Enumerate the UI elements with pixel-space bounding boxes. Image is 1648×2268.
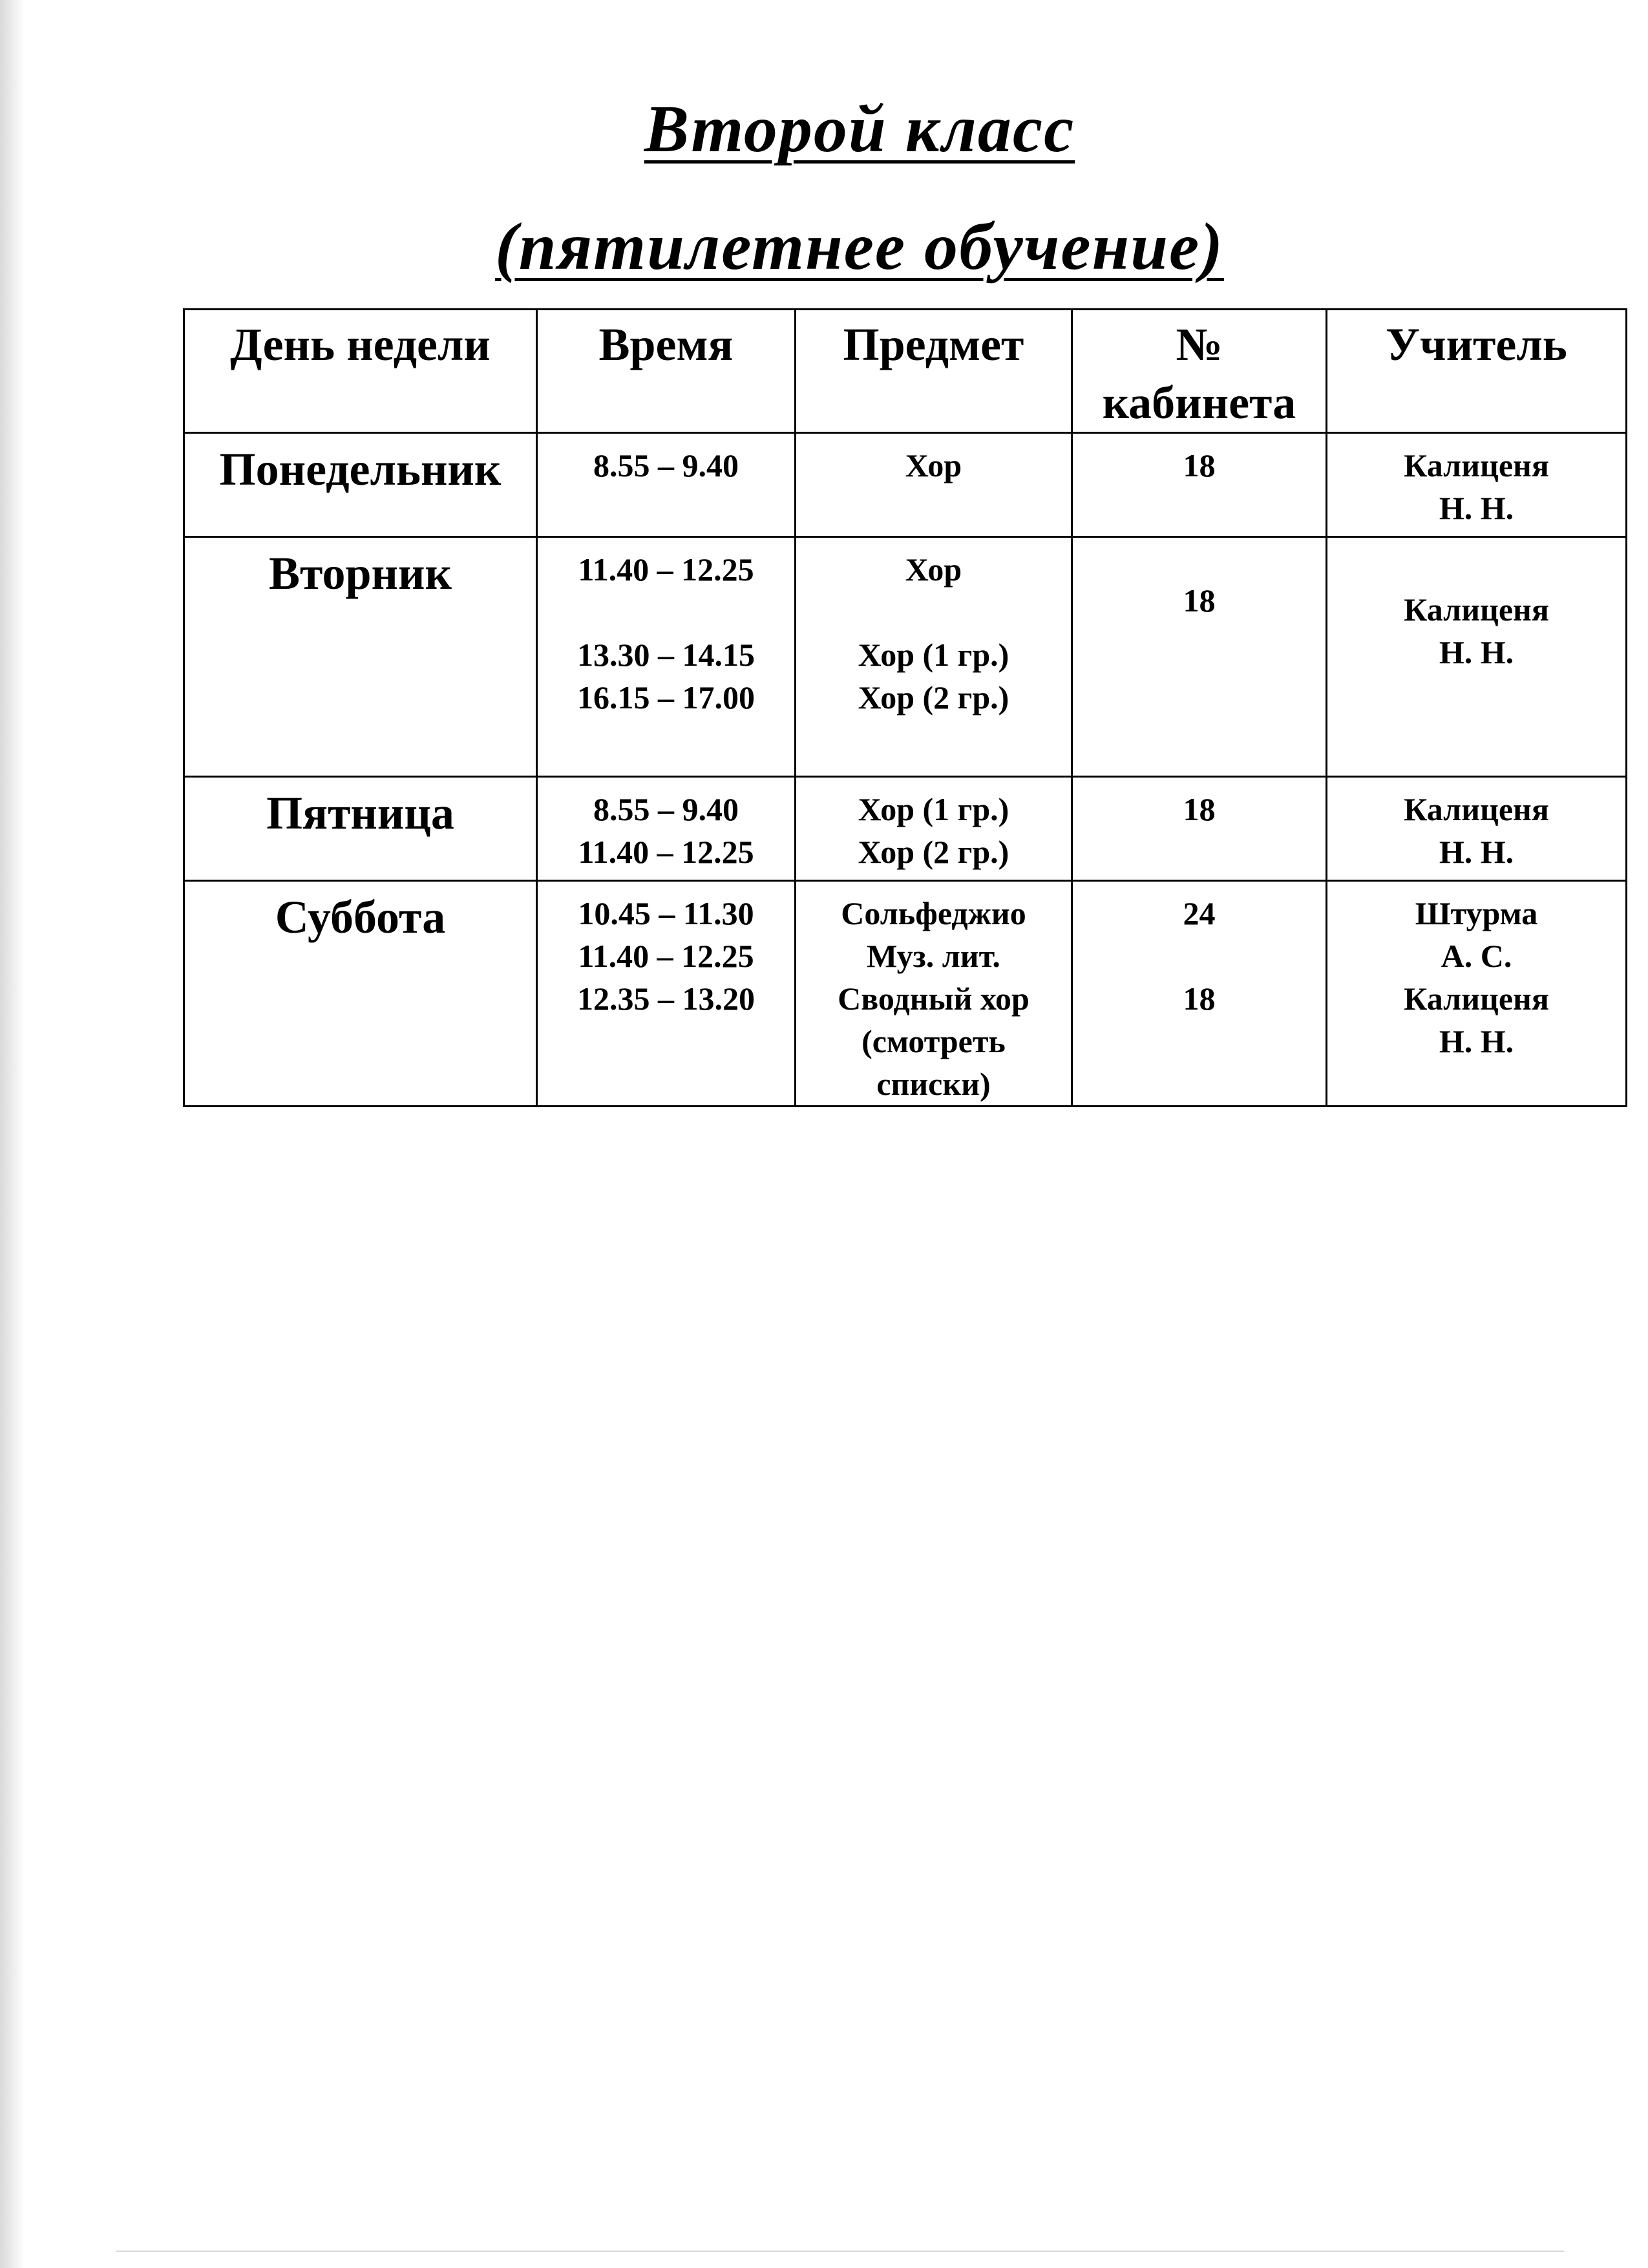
time-cell [537,433,796,537]
header-time: Время [537,310,796,433]
subject-cell [796,433,1072,537]
room-cell [1072,777,1327,881]
spacer [1073,935,1326,977]
header-teacher: Учитель [1327,310,1627,433]
subject-item: Хор [905,447,962,483]
teacher-surname: Калиценя [1404,980,1549,1017]
table-row [184,433,1627,537]
scan-bottom-line [116,2251,1564,2252]
header-subject: Предмет [796,310,1072,433]
header-room-label: кабинета [1102,377,1296,429]
day-cell: Суббота [184,881,537,1107]
teacher-initials: Н. Н. [1439,490,1514,526]
time-slot: 11.40 – 12.25 [578,834,754,870]
subject-note: (смотреть [861,1023,1006,1059]
table-row [184,881,1627,1107]
teacher-surname: Калиценя [1404,791,1549,827]
room-number: 18 [1183,582,1216,619]
table-header-row [184,310,1627,433]
subject-item: Сводный хор [838,980,1030,1017]
spacer [796,591,1071,633]
room-cell [1072,881,1327,1107]
room-number: 18 [1183,791,1216,827]
teacher-initials: Н. Н. [1439,634,1514,670]
day-cell: Вторник [184,537,537,777]
teacher-surname: Калиценя [1404,591,1549,628]
subject-item: Муз. лит. [867,938,1000,974]
teacher-surname: Штурма [1415,895,1538,931]
time-slot: 13.30 – 14.15 [577,637,755,673]
room-number: 18 [1183,980,1216,1017]
time-slot: 12.35 – 13.20 [577,980,755,1017]
day-cell: Понедельник [184,433,537,537]
header-room-number-sign: № [1176,319,1223,370]
subject-cell [796,881,1072,1107]
page-subtitle: (пятилетнее обучение) [495,209,1224,284]
time-slot: 8.55 – 9.40 [593,447,739,483]
teacher-cell [1327,881,1627,1107]
subject-note: списки) [876,1066,991,1102]
teacher-surname: Калиценя [1404,447,1549,483]
teacher-cell [1327,433,1627,537]
subject-item: Хор [905,551,962,588]
subject-item: Хор (1 гр.) [858,637,1009,673]
day-cell: Пятница [184,777,537,881]
page-title: Второй класс [644,92,1075,166]
subject-item: Хор (1 гр.) [858,791,1009,827]
time-cell [537,537,796,777]
room-number: 24 [1183,895,1216,931]
scan-page-edge [0,0,25,2268]
teacher-initials: А. С. [1441,938,1512,974]
time-cell [537,777,796,881]
time-cell [537,881,796,1107]
time-slot: 8.55 – 9.40 [593,791,739,827]
room-number: 18 [1183,447,1216,483]
schedule-table [183,308,1627,1107]
time-slot: 11.40 – 12.25 [578,938,754,974]
time-slot: 11.40 – 12.25 [578,551,754,588]
subject-cell [796,537,1072,777]
teacher-initials: Н. Н. [1439,834,1514,870]
time-slot: 10.45 – 11.30 [578,895,754,931]
table-row [184,537,1627,777]
table-row [184,777,1627,881]
subject-cell [796,777,1072,881]
teacher-initials: Н. Н. [1439,1023,1514,1059]
header-room [1072,310,1327,433]
subject-item: Сольфеджио [841,895,1026,931]
teacher-cell [1327,777,1627,881]
teacher-cell [1327,537,1627,777]
subject-item: Хор (2 гр.) [858,834,1009,870]
header-day: День недели [184,310,537,433]
room-cell [1072,433,1327,537]
spacer [538,591,794,633]
room-cell [1072,537,1327,777]
subject-item: Хор (2 гр.) [858,679,1009,715]
time-slot: 16.15 – 17.00 [577,679,755,715]
